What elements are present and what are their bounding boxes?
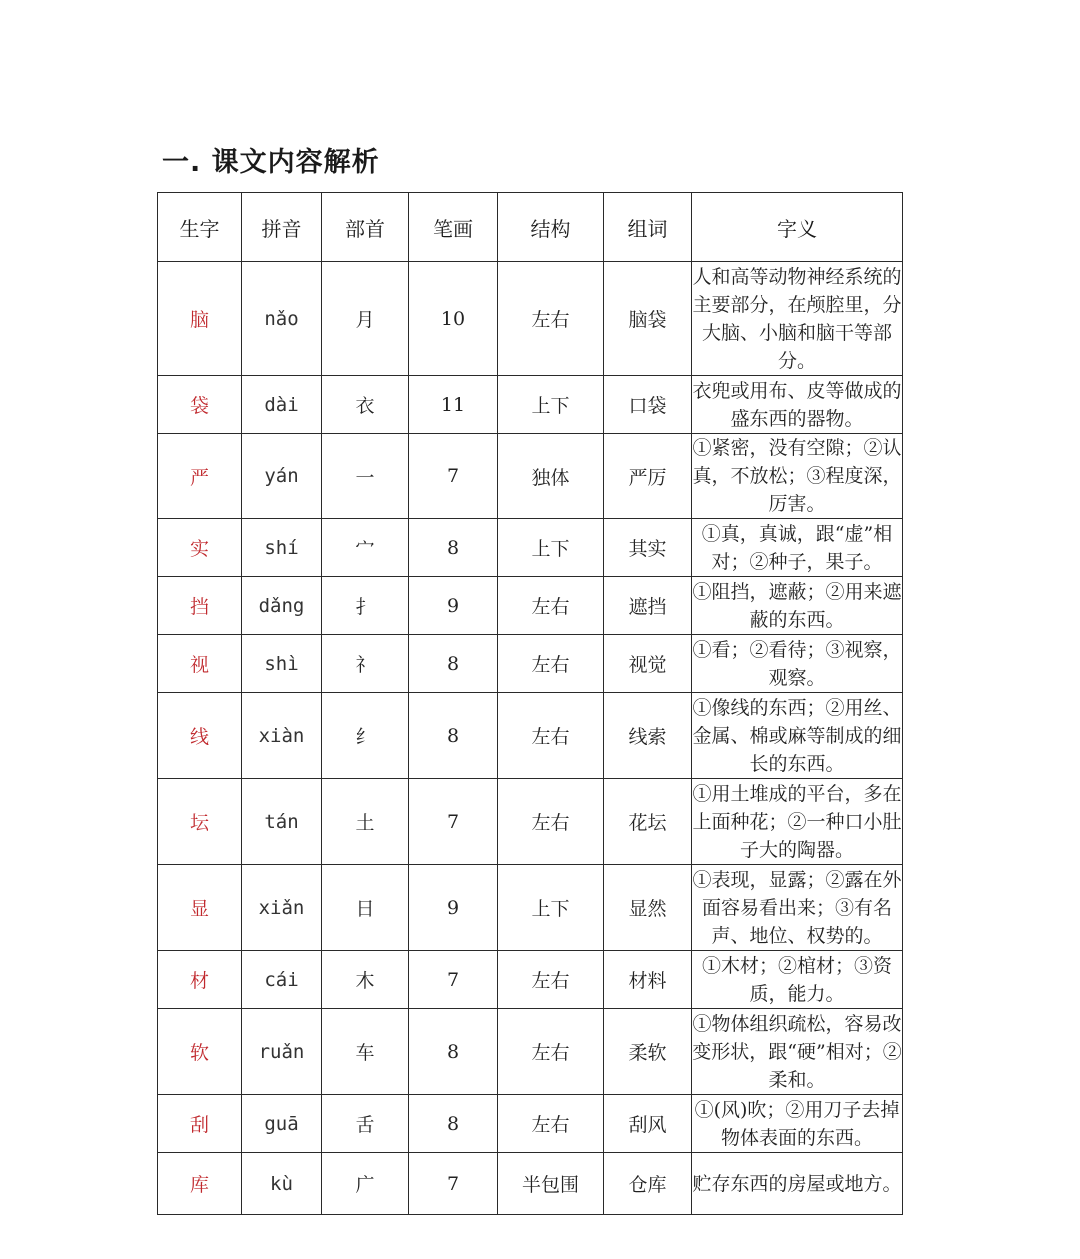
cell-radical: 木	[322, 951, 409, 1009]
cell-strokes: 8	[409, 1009, 498, 1095]
cell-radical: 舌	[322, 1095, 409, 1153]
table-row	[158, 519, 903, 577]
table-row	[158, 693, 903, 779]
table-header-row	[158, 193, 903, 262]
cell-meaning: 人和高等动物神经系统的主要部分，在颅腔里，分大脑、小脑和脑干等部分。	[692, 262, 903, 376]
cell-char: 软	[158, 1009, 242, 1095]
cell-char: 袋	[158, 376, 242, 434]
header-radical: 部首	[322, 193, 409, 262]
cell-pinyin: tán	[242, 779, 322, 865]
cell-meaning: ①紧密，没有空隙；②认真，不放松；③程度深，厉害。	[692, 434, 903, 519]
cell-strokes: 8	[409, 519, 498, 577]
cell-strokes: 9	[409, 865, 498, 951]
header-meaning: 字义	[692, 193, 903, 262]
table-row	[158, 577, 903, 635]
cell-structure: 左右	[498, 779, 604, 865]
header-word: 组词	[604, 193, 692, 262]
cell-radical: 土	[322, 779, 409, 865]
cell-char: 显	[158, 865, 242, 951]
cell-structure: 左右	[498, 262, 604, 376]
table-row	[158, 951, 903, 1009]
cell-structure: 半包围	[498, 1153, 604, 1215]
cell-meaning: ①木材；②棺材；③资质，能力。	[692, 951, 903, 1009]
cell-structure: 左右	[498, 1009, 604, 1095]
header-char: 生字	[158, 193, 242, 262]
cell-radical: 礻	[322, 635, 409, 693]
cell-pinyin: dǎng	[242, 577, 322, 635]
vocabulary-table	[157, 192, 903, 1215]
cell-word: 严厉	[604, 434, 692, 519]
header-pinyin: 拼音	[242, 193, 322, 262]
cell-radical: 扌	[322, 577, 409, 635]
cell-word: 口袋	[604, 376, 692, 434]
cell-char: 实	[158, 519, 242, 577]
cell-meaning: ①表现，显露；②露在外面容易看出来；③有名声、地位、权势的。	[692, 865, 903, 951]
cell-word: 仓库	[604, 1153, 692, 1215]
cell-pinyin: guā	[242, 1095, 322, 1153]
cell-word: 显然	[604, 865, 692, 951]
cell-strokes: 7	[409, 779, 498, 865]
cell-structure: 左右	[498, 1095, 604, 1153]
table-body	[158, 262, 903, 1215]
cell-pinyin: ruǎn	[242, 1009, 322, 1095]
cell-char: 挡	[158, 577, 242, 635]
cell-strokes: 8	[409, 693, 498, 779]
table-row	[158, 1009, 903, 1095]
cell-strokes: 7	[409, 1153, 498, 1215]
cell-structure: 左右	[498, 635, 604, 693]
cell-char: 脑	[158, 262, 242, 376]
table-row	[158, 376, 903, 434]
cell-strokes: 8	[409, 635, 498, 693]
cell-word: 柔软	[604, 1009, 692, 1095]
cell-meaning: ①(风)吹；②用刀子去掉物体表面的东西。	[692, 1095, 903, 1153]
table-row	[158, 1153, 903, 1215]
cell-radical: 纟	[322, 693, 409, 779]
cell-pinyin: shì	[242, 635, 322, 693]
cell-radical: 一	[322, 434, 409, 519]
cell-word: 材料	[604, 951, 692, 1009]
cell-meaning: ①物体组织疏松，容易改变形状，跟“硬”相对；②柔和。	[692, 1009, 903, 1095]
cell-strokes: 7	[409, 951, 498, 1009]
cell-structure: 独体	[498, 434, 604, 519]
cell-strokes: 10	[409, 262, 498, 376]
cell-radical: 日	[322, 865, 409, 951]
cell-strokes: 7	[409, 434, 498, 519]
cell-pinyin: xiàn	[242, 693, 322, 779]
cell-meaning: 衣兜或用布、皮等做成的盛东西的器物。	[692, 376, 903, 434]
cell-structure: 左右	[498, 693, 604, 779]
cell-word: 花坛	[604, 779, 692, 865]
cell-word: 刮风	[604, 1095, 692, 1153]
cell-char: 刮	[158, 1095, 242, 1153]
cell-radical: 月	[322, 262, 409, 376]
cell-pinyin: yán	[242, 434, 322, 519]
cell-radical: 衣	[322, 376, 409, 434]
cell-pinyin: kù	[242, 1153, 322, 1215]
table-row	[158, 434, 903, 519]
cell-strokes: 11	[409, 376, 498, 434]
cell-pinyin: shí	[242, 519, 322, 577]
cell-meaning: ①阻挡，遮蔽；②用来遮蔽的东西。	[692, 577, 903, 635]
table-row	[158, 865, 903, 951]
cell-word: 脑袋	[604, 262, 692, 376]
table-row	[158, 1095, 903, 1153]
cell-radical: 广	[322, 1153, 409, 1215]
cell-strokes: 9	[409, 577, 498, 635]
page-title: 一. 课文内容解析	[162, 147, 380, 178]
cell-char: 库	[158, 1153, 242, 1215]
cell-pinyin: xiǎn	[242, 865, 322, 951]
cell-char: 线	[158, 693, 242, 779]
table-row	[158, 262, 903, 376]
cell-pinyin: nǎo	[242, 262, 322, 376]
cell-char: 坛	[158, 779, 242, 865]
cell-structure: 上下	[498, 519, 604, 577]
cell-char: 严	[158, 434, 242, 519]
cell-pinyin: dài	[242, 376, 322, 434]
header-structure: 结构	[498, 193, 604, 262]
cell-structure: 上下	[498, 376, 604, 434]
cell-strokes: 8	[409, 1095, 498, 1153]
cell-word: 视觉	[604, 635, 692, 693]
cell-meaning: ①用土堆成的平台，多在上面种花；②一种口小肚子大的陶器。	[692, 779, 903, 865]
table-row	[158, 779, 903, 865]
header-strokes: 笔画	[409, 193, 498, 262]
cell-structure: 左右	[498, 951, 604, 1009]
table-row	[158, 635, 903, 693]
cell-char: 视	[158, 635, 242, 693]
cell-word: 遮挡	[604, 577, 692, 635]
cell-radical: 宀	[322, 519, 409, 577]
cell-meaning: ①真，真诚，跟“虚”相对；②种子，果子。	[692, 519, 903, 577]
cell-radical: 车	[322, 1009, 409, 1095]
cell-pinyin: cái	[242, 951, 322, 1009]
cell-meaning: ①像线的东西；②用丝、金属、棉或麻等制成的细长的东西。	[692, 693, 903, 779]
cell-char: 材	[158, 951, 242, 1009]
cell-structure: 左右	[498, 577, 604, 635]
cell-word: 线索	[604, 693, 692, 779]
cell-meaning: ①看；②看待；③视察，观察。	[692, 635, 903, 693]
cell-word: 其实	[604, 519, 692, 577]
cell-structure: 上下	[498, 865, 604, 951]
cell-meaning: 贮存东西的房屋或地方。	[692, 1153, 903, 1215]
